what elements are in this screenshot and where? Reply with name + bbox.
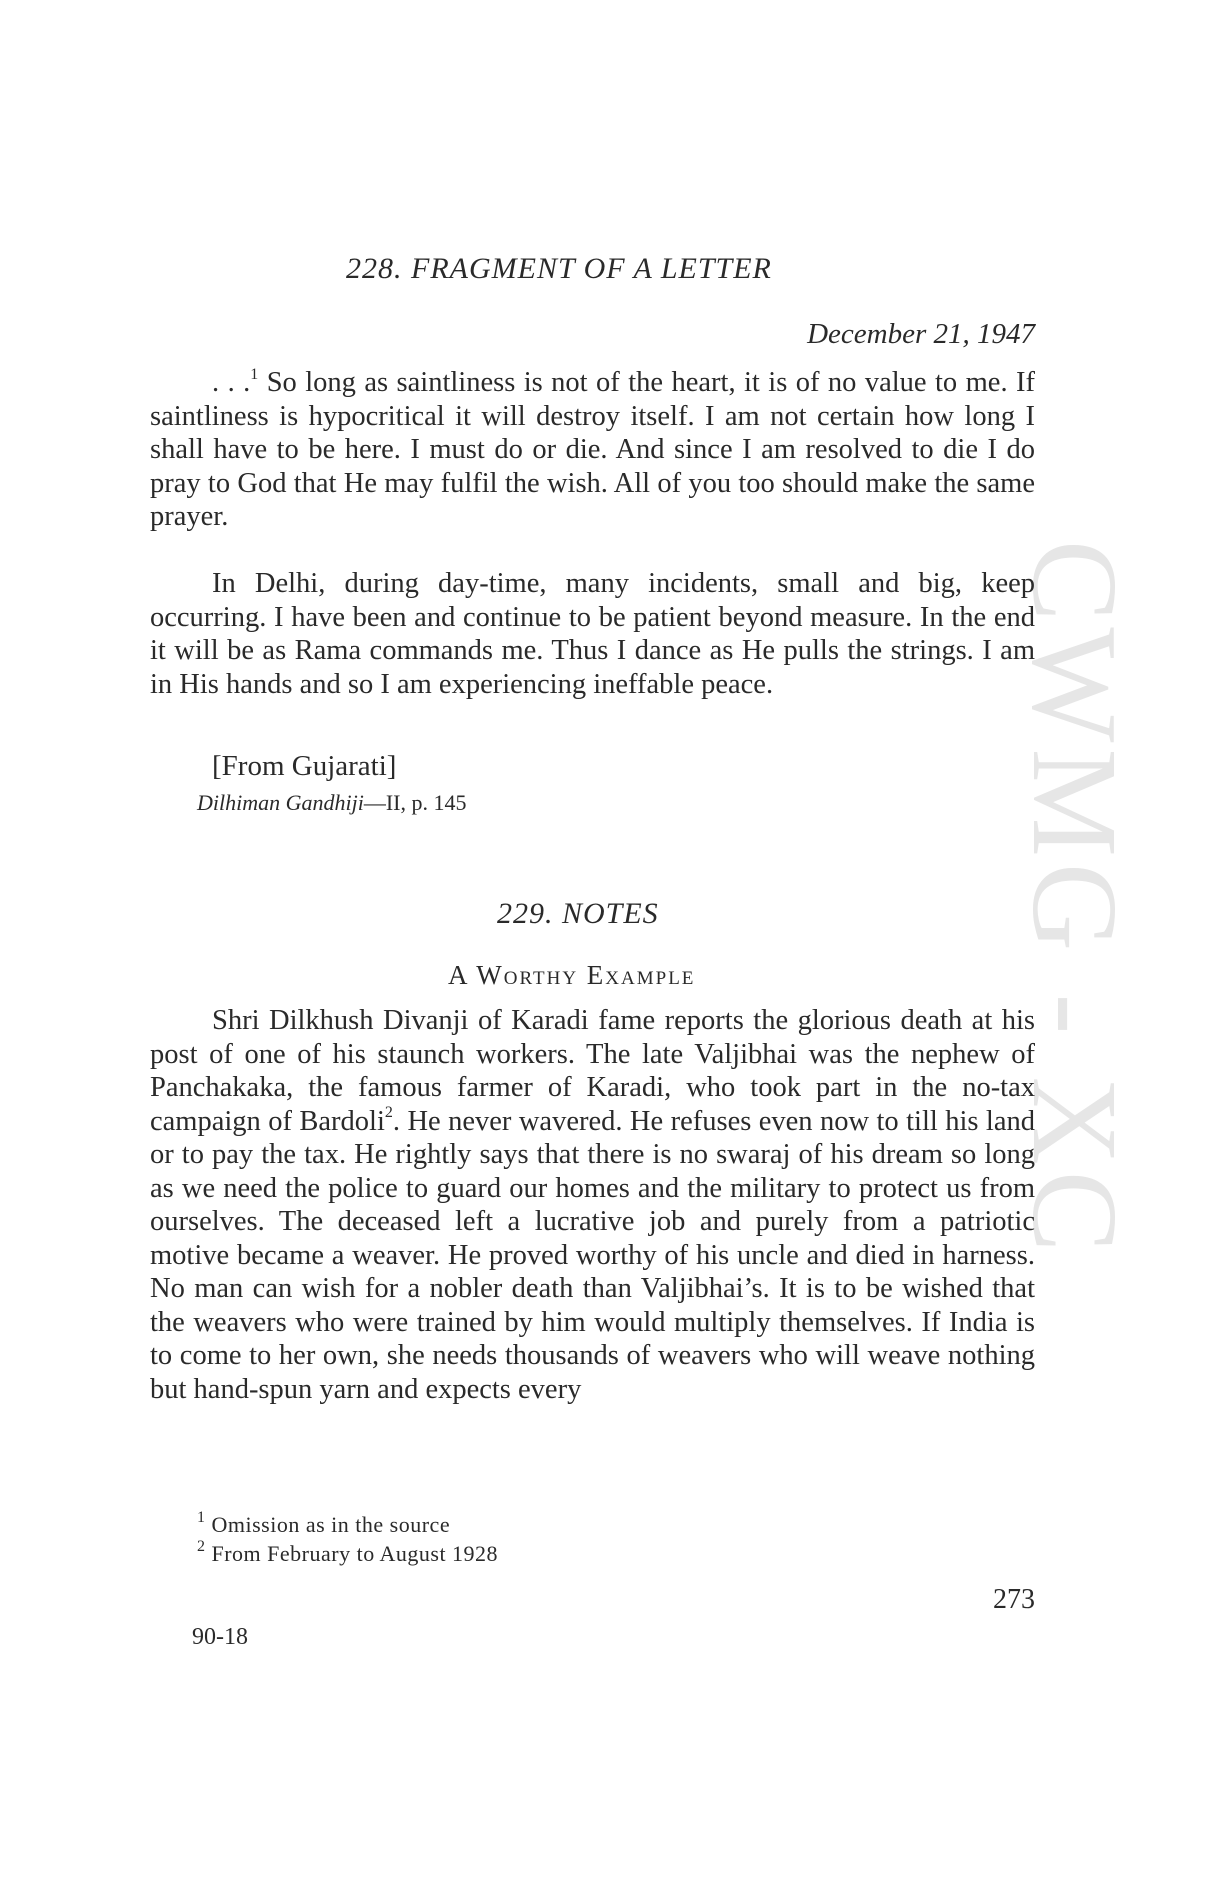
source-reference [197,790,467,816]
doc-228-date: December 21, 1947 [807,318,1035,350]
footnote-2 [197,1537,499,1567]
doc-229-subtitle: A Worthy Example [448,960,696,990]
footnote-ref-1: 1 [250,365,259,383]
doc-228-title: 228. FRAGMENT OF A LETTER [346,252,772,285]
ellipsis: . . . [212,367,251,398]
signature-mark: 90-18 [192,1624,248,1650]
footnote-ref-2: 2 [384,1104,393,1121]
source-title: Dilhiman Gandhiji [197,790,364,815]
doc-228-paragraph-2: In Delhi, during day-time, many incidents, small and big, keep occurring. I have been and continue to be patient beyond measure. In the end it will be as Rama commands me. Thus I dance as He pulls the strings. I am in His hands and so I am experiencing ineffable peace. [150,568,1035,700]
footnote-2-mark: 2 [197,1537,206,1555]
doc-229-paragraph [150,1004,1035,1406]
watermark-text: CWMG - XC [1007,540,1142,1259]
footnote-1-text: Omission as in the source [211,1512,451,1537]
paragraph-text-a: Shri Dilkhush Divanji of Karadi fame reports the glorious death at his post of one of his staunch workers. The late Valjibhai was the nephew of Panchakaka, the famous farmer of Karadi, who took part in the no-tax campaign of Bardoli [150,1005,1035,1137]
source-page: —II, p. 145 [363,790,467,815]
footnote-1-mark: 1 [197,1508,206,1526]
footnote-2-text: From February to August 1928 [211,1541,499,1566]
source-language: [From Gujarati] [212,750,397,782]
paragraph-1-text: So long as saintliness is not of the heart, it is of no value to me. If saintliness is hypocritical it will destroy itself. I am not certain how long I shall have to be here. I must do or die. And since I am resolved to die I do pray to God that He may fulfil the wish. All of you too should make the same prayer. [150,367,1035,532]
footnote-1 [197,1508,451,1538]
paragraph-text-b: . He never wavered. He refuses even now to till his land or to pay the tax. He rightly says that there is no swaraj of his dream so long as we need the police to guard our homes and the military to protect us from ourselves. The deceased left a lucrative job and purely from a patriotic motive became a weaver. He proved worthy of his uncle and died in harness. No man can wish for a nobler death than Valjibhai’s. It is to be wished that the weavers who were trained by him would multiply themselves. If India is to come to her own, she needs thousands of weavers who will weave nothing but hand-spun yarn and expects every [150,1105,1035,1405]
doc-229-title: 229. NOTES [497,897,659,930]
page-number: 273 [993,1584,1035,1615]
doc-228-paragraph-1 [150,366,1035,534]
